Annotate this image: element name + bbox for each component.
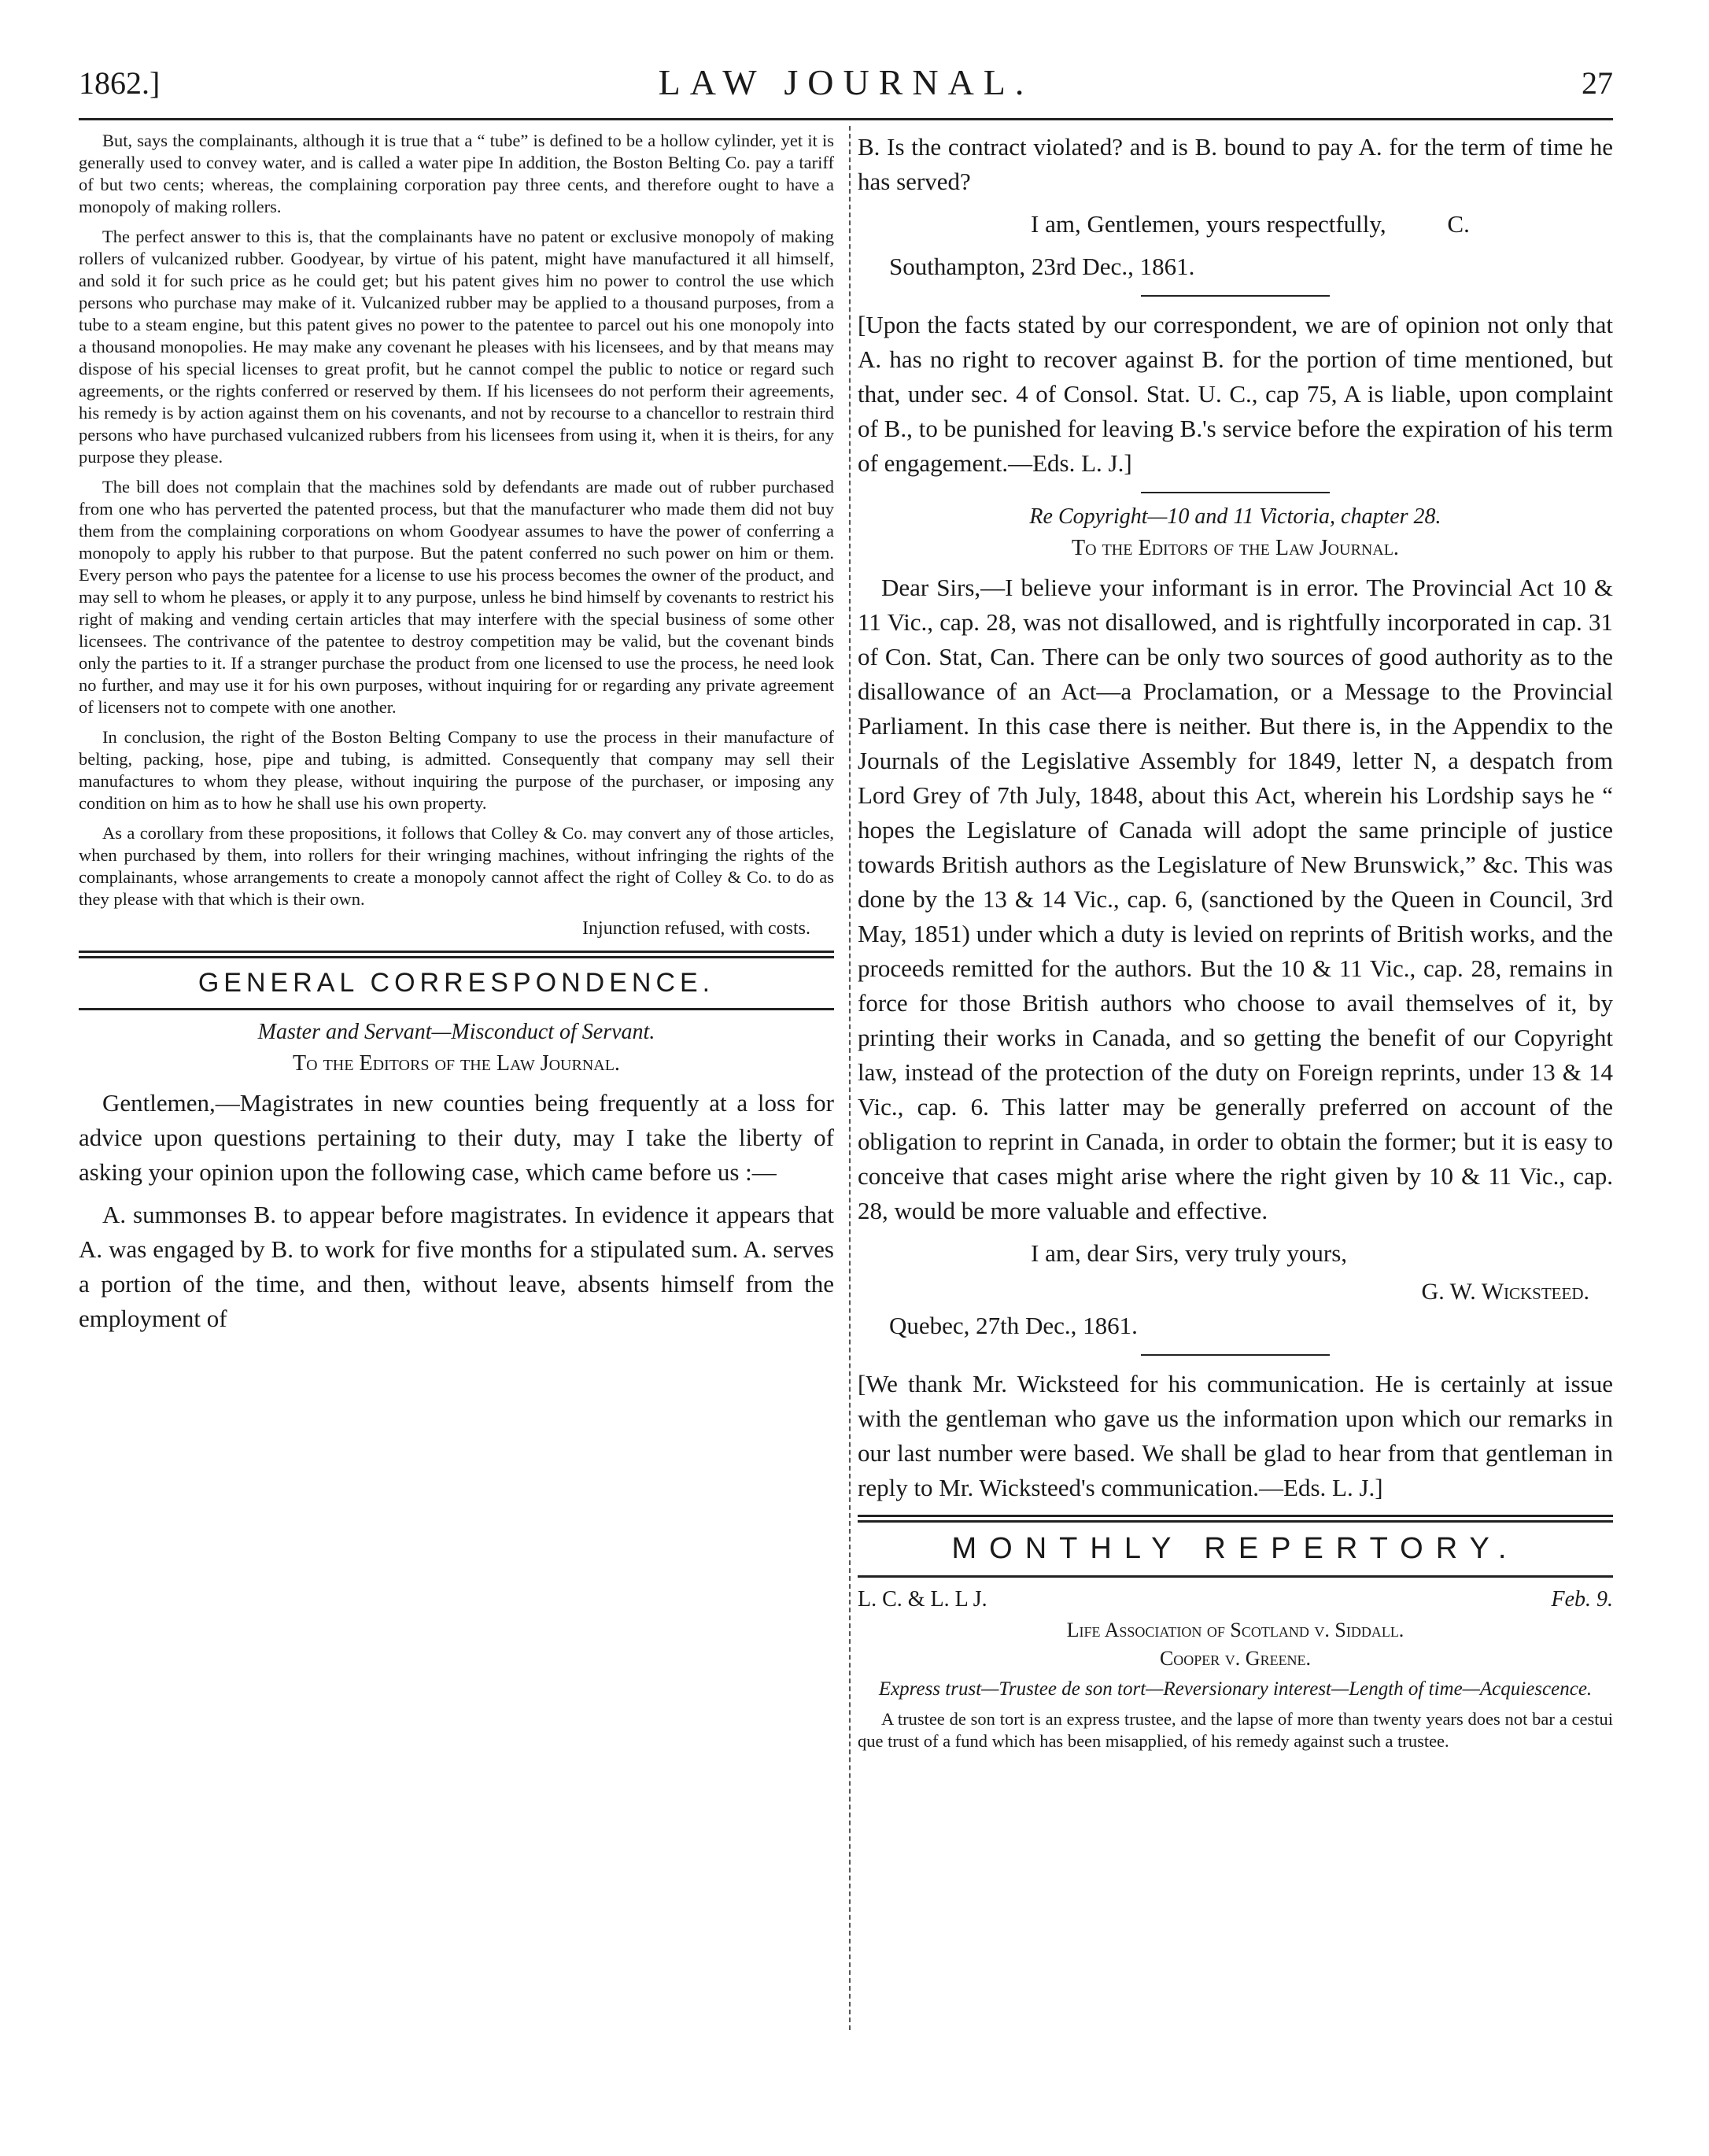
report-date: Feb. 9. [1551,1587,1613,1611]
dateline-block [858,1309,1613,1343]
paragraph: But, says the complainants, although it is true that a “ tube” is defined to be a hollow cylinder, yet it is generally used to convey water, and is called a water pipe In addition, the Boston Belting Co. pay a tariff of but two cents; whereas, the complaining corporation pay three cents, and therefore ought to have a monopoly of making rollers. [79,131,834,216]
header-rule [79,118,1613,120]
page-header [79,61,1613,109]
case-holding-block [858,1708,1613,1752]
editor-reply [858,1367,1613,1505]
divider-rule [1141,295,1330,297]
left-column [79,130,834,1344]
paragraph: Gentlemen,—Magistrates in new counties being frequently at a loss for advice upon questions pertaining to their duty, may I take the liberty of asking your opinion upon the following case, which came before us :— [79,1089,834,1186]
divider-rule [1141,492,1330,493]
case-report-text [79,130,834,910]
case-holding: A trustee de son tort is an express trustee, and the lapse of more than twenty years does not bar a cestui que trust of a fund which has been misapplied, of his remedy against such a trustee. [858,1709,1613,1751]
case-name: Cooper v. Greene. [1159,1647,1312,1670]
letter-body [858,570,1613,1271]
editor-reply [858,308,1613,481]
paragraph: [We thank Mr. Wicksteed for his communication. He is certainly at issue with the gentleman who gave us the information upon which our remarks in our last number were based. We shall be glad to hear from that gentleman in reply to Mr. Wicksteed's communication.—Eds. L. J.] [858,1370,1613,1501]
dateline: Southampton, 23rd Dec., 1861. [889,253,1195,280]
section-rule [858,1575,1613,1578]
signoff: I am, dear Sirs, very truly yours, [1031,1239,1348,1267]
paragraph: In conclusion, the right of the Boston Belting Company to use the process in their manufacture of belting, packing, hose, pipe and tubing, is admitted. Consequently that company may sell their manufactures to whom they please, without inquiring the purpose of the purchaser, or imposing any condition on him as to how he shall use his own property. [79,727,834,813]
paragraph: The perfect answer to this is, that the complainants have no patent or exclusive monopoly of making rollers of vulcanized rubber. Goodyear, by virtue of his patent, might have manufactured it all himself, and sold it for such price as he could get; but his patent gives him no power to control the use which persons who purchase may make of it. Vulcanized rubber may be applied to a thousand purposes, from a tube to a steam engine, but this patent gives no power to the patentee to parcel out his one monopoly into a thousand monopolies. He may make any covenant he pleases with his licensees, and by that means may dispose of his special licenses to great profit, but he cannot compel the public to notice or regard such agreements, or the rights conferred or reserved by them. If his licensees do not perform their agreements, his remedy is by action against them on his covenants, and not by recourse to a chancellor to restrain third persons who have purchased vulcanized rubbers from his licensees from using it, when it is theirs, for any purpose they please. [79,227,834,467]
section-title-correspondence: GENERAL CORRESPONDENCE. [197,968,715,998]
signoff-initial: C. [1447,210,1470,238]
judgment-note: Injunction refused, with costs. [582,918,810,939]
paragraph: Dear Sirs,—I believe your informant is in error. The Provincial Act 10 & 11 Vic., cap. 28, was not disallowed, and is rightfully incorporated in cap. 31 of Con. Stat, Can. There can be only two sources of good authority as to the disallowance of an Act—a Proclamation, or a Message to the Provincial Parliament. In this case there is neither. But there is, in the Appendix to the Journals of the Legislative Assembly for 1849, letter N, a despatch from Lord Grey of 7th July, 1848, about this Act, wherein his Lordship says he “ hopes the Legislature of Canada will adopt the same principle of justice towards British authors as the Legislature of New Brunswick,” &c. This was done by the 13 & 14 Vic., cap. 6, (sanctioned by the Queen in Council, 3rd May, 1851) under which a duty is levied on reprints of British works, and the proceeds remitted for the authors. But the 10 & 11 Vic., cap. 28, remains in force for those British authors who choose to avail themselves of it, by printing their works in Canada, and so getting the benefit of our Copyright law, instead of the protection of the duty on Foreign reprints, under 13 & 14 Vic., cap. 6. This latter may be generally preferred on account of the obligation to reprint in Canada, in order to obtain the former; but it is easy to conceive that cases might arise where the right given by 10 & 11 Vic., cap. 28, would be more valuable and effective. [858,574,1613,1224]
section-rule [79,1008,834,1010]
divider-rule [1141,1354,1330,1356]
right-column [858,130,1613,1760]
letter-subject: Master and Servant—Misconduct of Servant. [257,1020,655,1044]
section-rule [79,951,834,958]
paragraph: [Upon the facts stated by our correspondent, we are of opinion not only that A. has no right to recover against B. for the portion of time mentioned, but that, under sec. 4 of Consol. Stat. U. C., cap 75, A is liable, upon complaint of B., to be punished for leaving B.'s service before the expiration of his term of engagement.—Eds. L. J.] [858,311,1613,477]
letter-body [79,1086,834,1336]
section-title-repertory: MONTHLY REPERTORY. [951,1532,1519,1565]
paragraph: A. summonses B. to appear before magistrates. In evidence it appears that A. was engaged by B. to work for five months for a stipulated sum. A. serves a portion of the time, and then, without leave, absents himself from the employment of [79,1201,834,1332]
letter-salutation: To the Editors of the Law Journal. [293,1051,620,1076]
page-number: 27 [1582,65,1613,101]
signoff [858,207,1613,242]
case-subject: Express trust—Trustee de son tort—Reversionary interest—Length of time—Acquiescence. [878,1678,1593,1700]
dateline: Quebec, 27th Dec., 1861. [889,1312,1138,1339]
signature: G. W. Wicksteed. [1421,1279,1589,1305]
paragraph: As a corollary from these propositions, it follows that Colley & Co. may convert any of those articles, when purchased by them, into rollers for their wringing machines, without infringing the rights of the complainants, whose arrangements to create a monopoly cannot affect the right of Colley & Co. to do as they please with that which is their own. [79,823,834,909]
column-divider [849,126,851,2030]
letter-subject: Re Copyright—10 and 11 Victoria, chapter 28. [1029,504,1441,529]
journal-title: LAW JOURNAL. [658,62,1034,102]
report-reference [858,1587,1613,1612]
letter-continuation [858,130,1613,284]
letter-salutation: To the Editors of the Law Journal. [1072,536,1399,560]
case-name: Life Association of Scotland v. Siddall. [1066,1619,1404,1641]
report-citation: L. C. & L. L J. [858,1587,987,1611]
paragraph: B. Is the contract violated? and is B. bound to pay A. for the term of time he has served? [858,133,1613,195]
paragraph: The bill does not complain that the machines sold by defendants are made out of rubber purchased from one who has perverted the patented process, but that the manufacturer who made them did not buy them from the complaining corporations on whom Goodyear assumes to have the power of conferring a monopoly to apply his rubber to that purpose. But the patent conferred no such power on him or them. Every person who pays the patentee for a license to use his process becomes the owner of the product, and may sell to whom he pleases, or apply it to any purpose, unless he bind himself by covenants to restrict his right of making and vending certain articles that may interfere with the special business of some other licensees. The contrivance of the patentee to destroy competition may be valid, but the covenant binds only the parties to it. If a stranger purchase the product from one licensed to use the process, he need look no further, and may use it for his own purposes, without inquiring for or regarding any private agreement of licensers not to compete with one another. [79,477,834,717]
section-rule [858,1515,1613,1523]
header-year: 1862.] [79,65,161,101]
signoff-text: I am, Gentlemen, yours respectfully, [1031,210,1386,238]
